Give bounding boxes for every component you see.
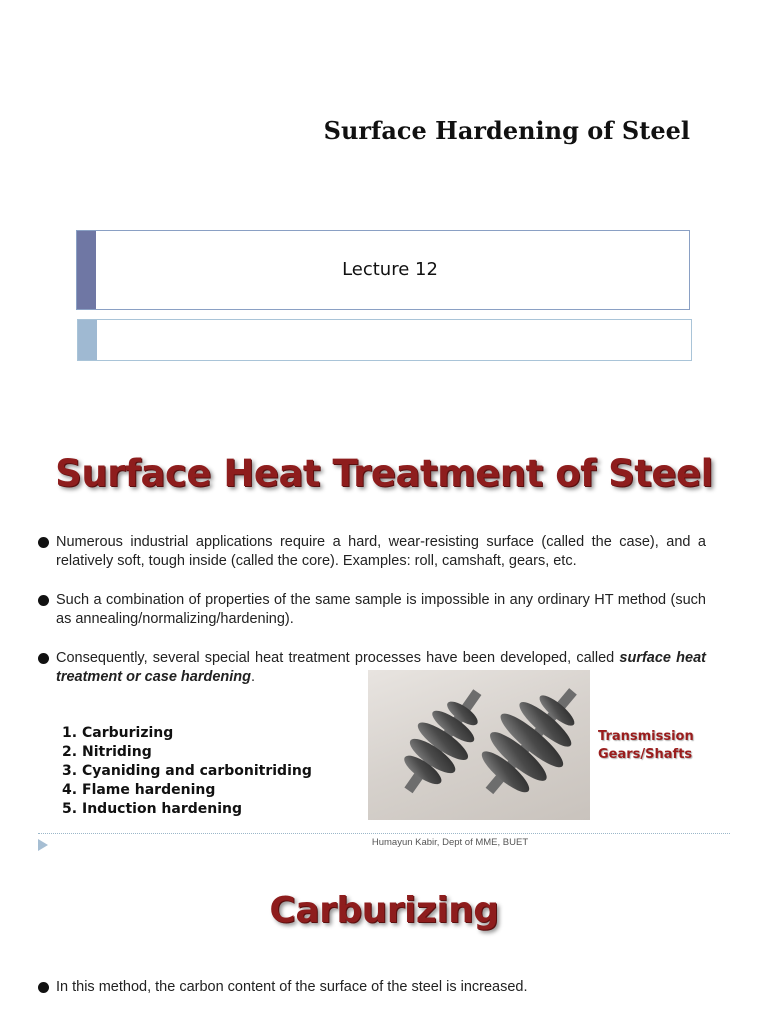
- bullet-item: Such a combination of properties of the same sample is impossible in any ordinary HT method (such as annealing/normalizing/hardening).: [38, 591, 706, 629]
- bullet-dot-icon: [38, 982, 49, 993]
- slide-footer: Humayun Kabir, Dept of MME, BUET: [371, 837, 529, 848]
- list-item: 3. Cyaniding and carbonitriding: [62, 763, 312, 779]
- bullet-dot-icon: [38, 653, 49, 664]
- section-heading-surface-ht: Surface Heat Treatment of Steel: [55, 452, 713, 495]
- gear-illustration-icon: [368, 670, 590, 820]
- slide-title: Surface Hardening of Steel: [323, 116, 690, 145]
- image-caption: Transmission Gears/Shafts: [598, 729, 694, 762]
- bullet-dot-icon: [38, 595, 49, 606]
- section-heading-carburizing: Carburizing: [269, 890, 499, 931]
- empty-box-accent: [78, 320, 97, 360]
- list-item: 4. Flame hardening: [62, 782, 216, 798]
- list-item: 5. Induction hardening: [62, 801, 243, 817]
- slide-divider: [38, 833, 730, 834]
- bullet-item: In this method, the carbon content of the surface of the steel is increased.: [38, 978, 706, 997]
- bullet-item: Consequently, several special heat treatment processes have been developed, called surface heat treatment or case hardening.: [38, 649, 706, 687]
- bullet-dot-icon: [38, 537, 49, 548]
- list-item: 1. Carburizing: [62, 725, 174, 741]
- bullet-item: Numerous industrial applications require a hard, wear-resisting surface (called the case), and a relatively soft, tough inside (called the core). Examples: roll, camshaft, gears, etc.: [38, 533, 706, 571]
- lecture-label: Lecture 12: [342, 259, 438, 280]
- gear-shafts-photo: [368, 670, 590, 820]
- play-triangle-icon: [38, 839, 48, 851]
- list-item: 2. Nitriding: [62, 744, 152, 760]
- subtitle-box: [76, 230, 690, 310]
- process-list: [62, 724, 352, 819]
- empty-box: [77, 319, 692, 361]
